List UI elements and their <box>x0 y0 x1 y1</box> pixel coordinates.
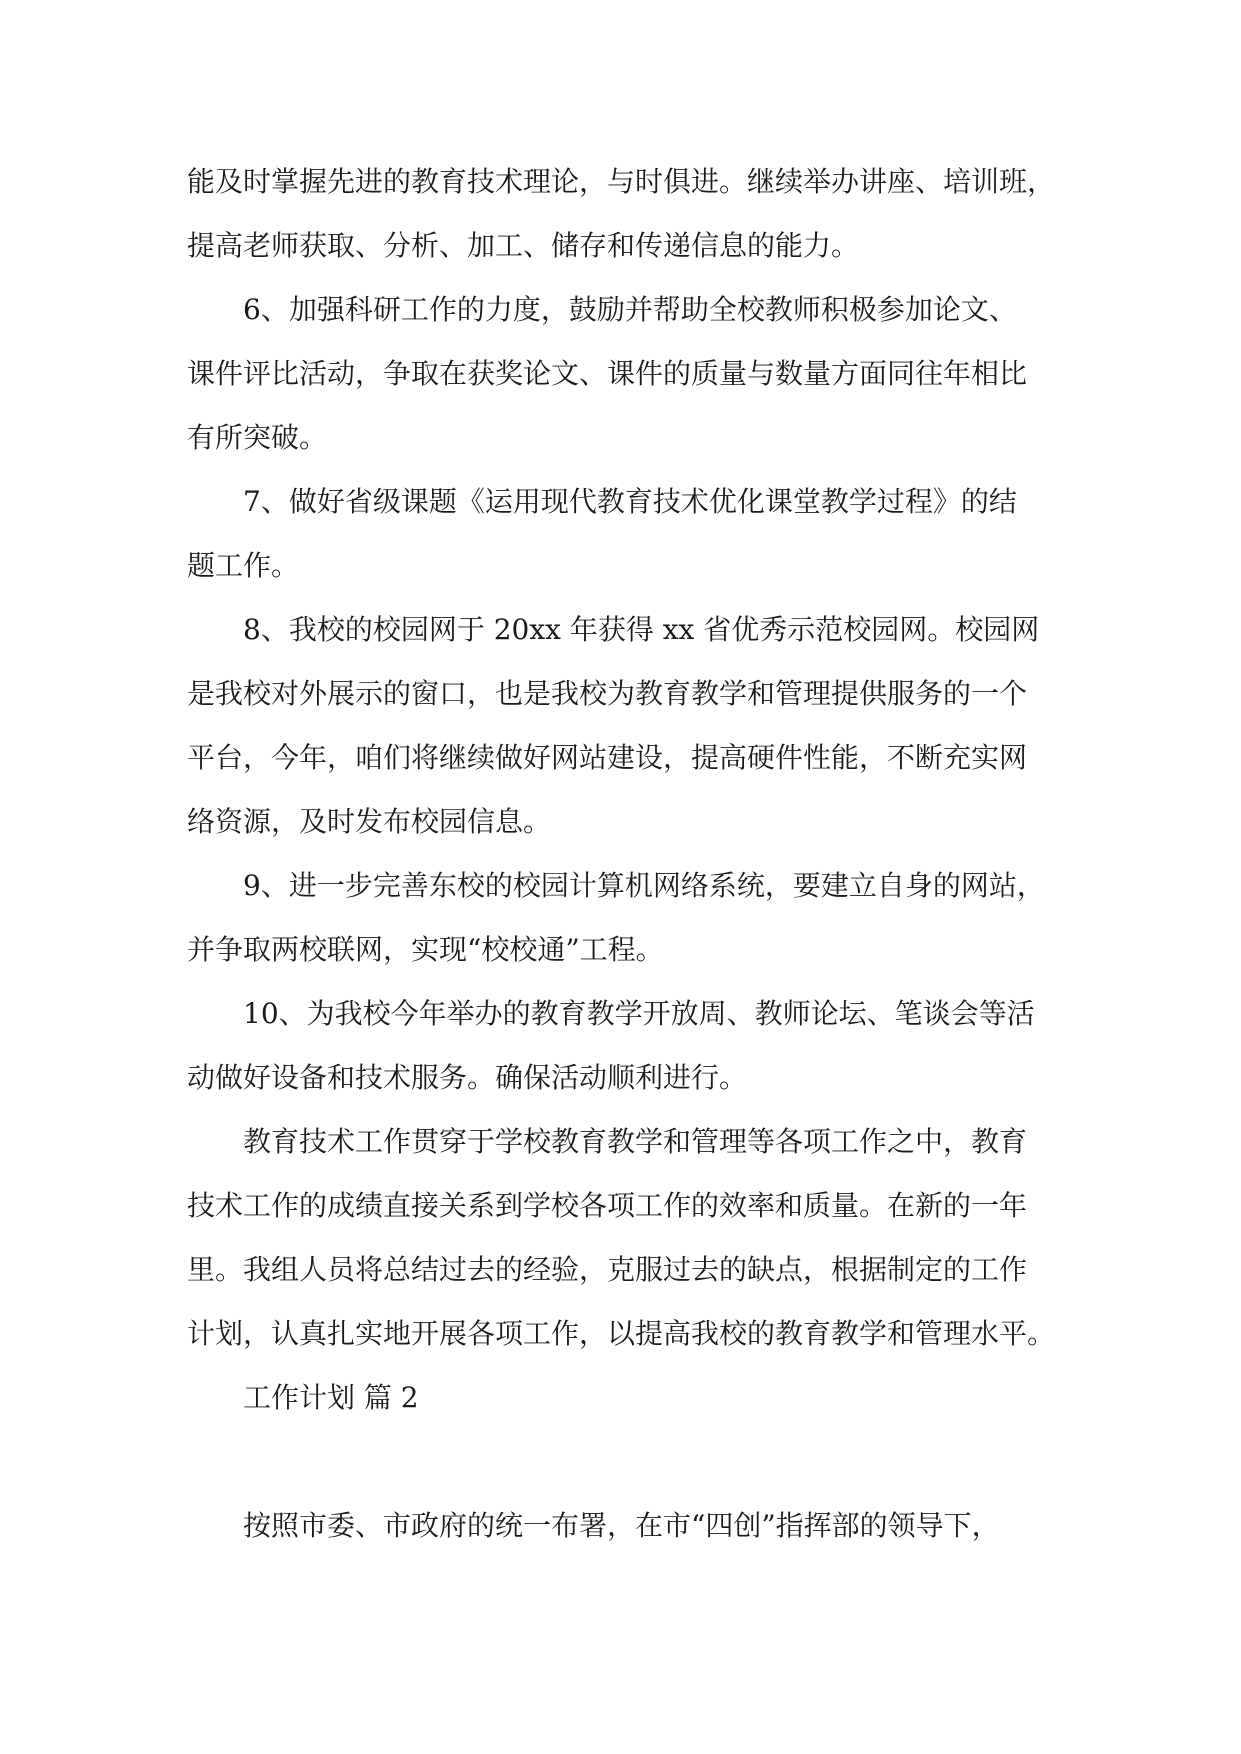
paragraph-line: 题工作。 <box>187 549 300 582</box>
paragraph-line: 7、做好省级课题《运用现代教育技术优化课堂教学过程》的结 <box>243 485 1017 518</box>
paragraph-line: 是我校对外展示的窗口，也是我校为教育教学和管理提供服务的一个 <box>187 677 1028 710</box>
section-heading: 工作计划 篇 2 <box>243 1381 419 1414</box>
paragraph-line: 6、加强科研工作的力度，鼓励并帮助全校教师积极参加论文、 <box>243 293 1017 326</box>
paragraph-line: 技术工作的成绩直接关系到学校各项工作的效率和质量。在新的一年 <box>187 1189 1028 1222</box>
blank-line <box>187 1430 1067 1494</box>
paragraph-line: 并争取两校联网，实现“校校通”工程。 <box>187 933 664 966</box>
paragraph-line: 提高老师获取、分析、加工、储存和传递信息的能力。 <box>187 229 860 262</box>
paragraph-line: 平台，今年，咱们将继续做好网站建设，提高硬件性能，不断充实网 <box>187 741 1028 774</box>
paragraph-line: 动做好设备和技术服务。确保活动顺利进行。 <box>187 1061 748 1094</box>
paragraph-line: 按照市委、市政府的统一布署，在市“四创”指挥部的领导下， <box>243 1509 1000 1542</box>
paragraph-line: 9、进一步完善东校的校园计算机网络系统，要建立自身的网站， <box>243 869 1045 902</box>
paragraph-line: 有所突破。 <box>187 421 328 454</box>
paragraph-line: 8、我校的校园网于 20xx 年获得 xx 省优秀示范校园网。校园网 <box>243 613 1040 646</box>
document-body <box>187 150 1067 1558</box>
paragraph-line: 能及时掌握先进的教育技术理论，与时俱进。继续举办讲座、培训班， <box>187 165 1056 198</box>
paragraph-line: 课件评比活动，争取在获奖论文、课件的质量与数量方面同往年相比 <box>187 357 1028 390</box>
paragraph-line: 教育技术工作贯穿于学校教育教学和管理等各项工作之中，教育 <box>243 1125 1028 1158</box>
paragraph-line: 里。我组人员将总结过去的经验，克服过去的缺点，根据制定的工作 <box>187 1253 1028 1286</box>
paragraph-line: 10、为我校今年举办的教育教学开放周、教师论坛、笔谈会等活 <box>243 997 1035 1030</box>
paragraph-line: 络资源，及时发布校园信息。 <box>187 805 552 838</box>
paragraph-line: 计划，认真扎实地开展各项工作，以提高我校的教育教学和管理水平。 <box>187 1317 1056 1350</box>
